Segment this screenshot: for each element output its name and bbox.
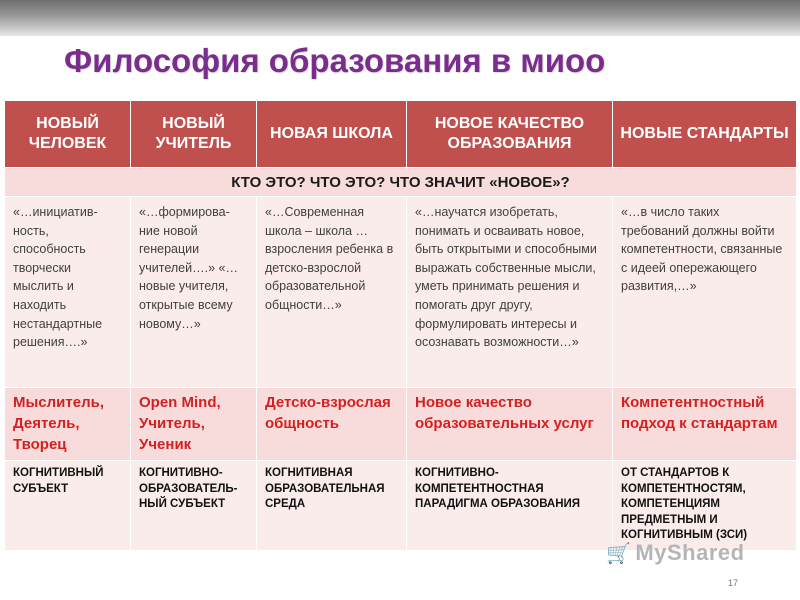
top-gradient-bar	[0, 0, 800, 36]
header-new-person: НОВЫЙ ЧЕЛОВЕК	[5, 101, 131, 168]
concept-cell: КОГНИТИВНАЯ ОБРАЗОВАТЕЛЬНАЯ СРЕДА	[257, 461, 407, 551]
header-new-standards: НОВЫЕ СТАНДАРТЫ	[613, 101, 797, 168]
role-cell: Мыслитель, Деятель, Творец	[5, 388, 131, 461]
concept-row	[5, 461, 797, 551]
header-new-teacher: НОВЫЙ УЧИТЕЛЬ	[131, 101, 257, 168]
description-cell: «…формирова-ние новой генерации учителей….» «… новые учителя, открытые всему новому…»	[131, 197, 257, 388]
header-new-school: НОВАЯ ШКОЛА	[257, 101, 407, 168]
role-row	[5, 388, 797, 461]
role-cell: Компетентностный подход к стандартам	[613, 388, 797, 461]
watermark	[606, 540, 745, 566]
concept-cell: КОГНИТИВНО-КОМПЕТЕНТНОСТНАЯ ПАРАДИГМА ОБРАЗОВАНИЯ	[407, 461, 613, 551]
concept-cell: ОТ СТАНДАРТОВ К КОМПЕТЕНТНОСТЯМ, КОМПЕТЕНЦИЯМ ПРЕДМЕТНЫМ И КОГНИТИВНЫМ (ЗСИ)	[613, 461, 797, 551]
header-new-quality: НОВОЕ КАЧЕСТВО ОБРАЗОВАНИЯ	[407, 101, 613, 168]
page-title: Философия образования в миоо	[64, 42, 606, 79]
role-cell: Новое качество образовательных услуг	[407, 388, 613, 461]
watermark-text: MyShared	[635, 540, 745, 565]
cart-icon: 🛒	[606, 543, 632, 565]
description-cell: «…научатся изобретать, понимать и осваивать новое, быть открытыми и способными выражать собственные мысли, уметь принимать решения и помогать друг другу, формулировать интересы и осознавать возможности…»	[407, 197, 613, 388]
question-row	[5, 168, 797, 197]
question-cell: КТО ЭТО? ЧТО ЭТО? ЧТО ЗНАЧИТ «НОВОЕ»?	[5, 168, 797, 197]
description-cell: «…Современная школа – школа … взросления ребенка в детско-взрослой образовательной общности…»	[257, 197, 407, 388]
role-cell: Детско-взрослая общность	[257, 388, 407, 461]
description-row	[5, 197, 797, 388]
concept-cell: КОГНИТИВНО-ОБРАЗОВАТЕЛЬ-НЫЙ СУБЪЕКТ	[131, 461, 257, 551]
description-cell: «…в число таких требований должны войти компетентности, связанные с идеей опережающего развития,…»	[613, 197, 797, 388]
page-number: 17	[728, 578, 739, 588]
description-cell: «…инициатив-ность, способность творчески мыслить и находить нестандартные решения….»	[5, 197, 131, 388]
philosophy-table	[4, 100, 797, 551]
header-row	[5, 101, 797, 168]
role-cell: Open Mind, Учитель, Ученик	[131, 388, 257, 461]
concept-cell: КОГНИТИВНЫЙ СУБЪЕКТ	[5, 461, 131, 551]
